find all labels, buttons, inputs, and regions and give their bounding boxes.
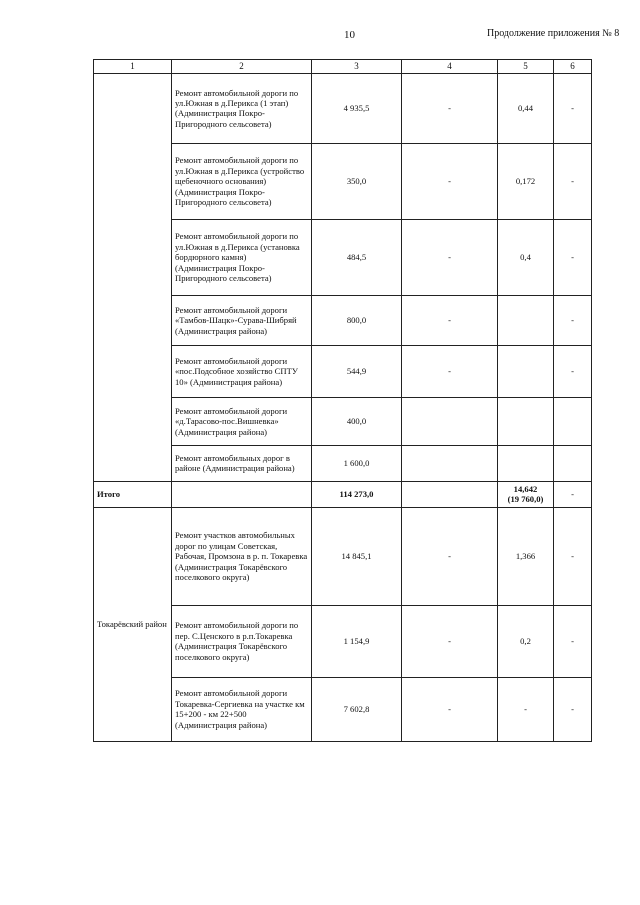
road-name: Ремонт автомобильной дороги по ул.Южная в д.Перикса (устройство щебеночного основания) (Администрация Покро-Пригородного сельсовета) [172,143,312,219]
col6-value: - [554,219,592,295]
road-name: Ремонт автомобильной дороги по ул.Южная в д.Перикса (1 этап) (Администрация Покро-Пригородного сельсовета) [172,73,312,143]
column-number: 3 [312,60,402,74]
col6-value [554,397,592,445]
cost-value: 1 600,0 [312,445,402,481]
length-value: - [498,677,554,741]
road-name: Ремонт автомобильной дороги Токаревка-Сергиевка на участке км 15+200 - км 22+500 (Администрация района) [172,677,312,741]
road-name: Ремонт автомобильной дороги «Тамбов-Шацк»-Сурава-Шибряй (Администрация района) [172,295,312,345]
col4-value: - [402,73,498,143]
length-value: 0,44 [498,73,554,143]
total-length [498,481,554,507]
length-value [498,445,554,481]
column-number: 4 [402,60,498,74]
col6-value [554,445,592,481]
total-length-extra: (19 760,0) [507,494,544,505]
length-value [498,345,554,397]
total-col6: - [554,481,592,507]
col6-value: - [554,677,592,741]
road-name: Ремонт автомобильной дороги «д.Тарасово-пос.Вишневка» (Администрация района) [172,397,312,445]
cost-value: 7 602,8 [312,677,402,741]
total-label: Итого [94,481,172,507]
column-number: 6 [554,60,592,74]
cost-value: 544,9 [312,345,402,397]
road-name: Ремонт автомобильных дорог в районе (Администрация района) [172,445,312,481]
cost-value: 350,0 [312,143,402,219]
cost-value: 4 935,5 [312,73,402,143]
col6-value: - [554,507,592,605]
cost-value: 484,5 [312,219,402,295]
cost-value: 14 845,1 [312,507,402,605]
total-row [94,481,592,507]
col4-value [402,397,498,445]
column-number-row [94,60,592,74]
col4-value: - [402,677,498,741]
table-row [94,507,592,605]
col4-value: - [402,345,498,397]
road-name: Ремонт автомобильной дороги по ул.Южная в д.Перикса (установка бордюрного камня) (Администрация Покро-Пригородного сельсовета) [172,219,312,295]
column-number: 1 [94,60,172,74]
road-name: Ремонт автомобильной дороги «пос.Подсобное хозяйство СПТУ 10» (Администрация района) [172,345,312,397]
total-length-km: 14,642 [513,483,538,494]
total-cost: 114 273,0 [312,481,402,507]
length-value: 0,172 [498,143,554,219]
col4-value: - [402,143,498,219]
district-name: Токарёвский район [94,507,172,741]
cost-value: 1 154,9 [312,605,402,677]
district-cell [94,73,172,481]
length-value: 0,2 [498,605,554,677]
col6-value: - [554,295,592,345]
col4-value: - [402,507,498,605]
cost-value: 800,0 [312,295,402,345]
col6-value: - [554,345,592,397]
page-number: 10 [344,29,355,41]
col4-value: - [402,295,498,345]
column-number: 5 [498,60,554,74]
length-value [498,295,554,345]
appendix-label: Продолжение приложения № 8 [487,28,620,39]
col6-value: - [554,73,592,143]
road-name: Ремонт автомобильной дороги по пер. С.Ценского в р.п.Токаревка (Администрация Токарёвского поселкового округа) [172,605,312,677]
length-value [498,397,554,445]
length-value: 0,4 [498,219,554,295]
road-name: Ремонт участков автомобильных дорог по улицам Советская, Рабочая, Промзона в р. п. Токаревка (Администрация Токарёвского поселкового округа) [172,507,312,605]
col4-value [402,445,498,481]
cost-value: 400,0 [312,397,402,445]
col4-value: - [402,605,498,677]
col4-value: - [402,219,498,295]
col6-value: - [554,605,592,677]
column-number: 2 [172,60,312,74]
table-row [94,73,592,143]
length-value: 1,366 [498,507,554,605]
total-col4 [402,481,498,507]
total-name-cell [172,481,312,507]
roads-table [93,59,592,742]
col6-value: - [554,143,592,219]
